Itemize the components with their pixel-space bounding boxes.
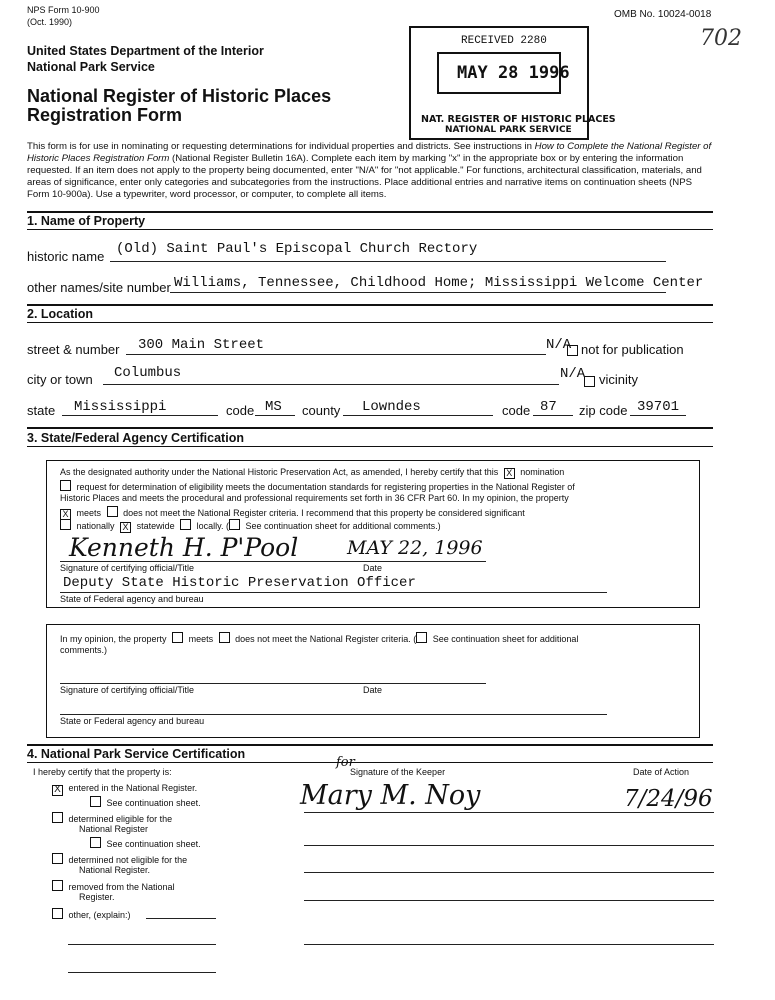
- department-name: United States Department of the Interior: [27, 44, 264, 58]
- section1-heading-rule: [27, 229, 713, 230]
- eligible-label-2: National Register: [79, 824, 149, 834]
- state-certification-box: [46, 460, 700, 608]
- not-eligible-checkbox[interactable]: [52, 853, 63, 864]
- historic-name-value[interactable]: (Old) Saint Paul's Episcopal Church Rectory: [116, 241, 478, 257]
- cert-line4-text: does not meet the National Register criteria. I recommend that this property be considered significant: [123, 508, 525, 518]
- county-code-label: code: [502, 403, 531, 418]
- stamp-date-box: [437, 52, 570, 94]
- statewide-checkbox[interactable]: X: [120, 522, 131, 533]
- section2-heading: 2. Location: [27, 307, 93, 321]
- cert-line1-text: As the designated authority under the National Historic Preservation Act, as amended, I hereby certify that this: [60, 467, 499, 477]
- keeper-line-2: [304, 845, 714, 846]
- cert-line4: [60, 506, 525, 520]
- keeper-label: Signature of the Keeper: [350, 767, 446, 777]
- vicinity-checkbox[interactable]: [584, 373, 598, 391]
- county-label: county: [302, 403, 341, 418]
- historic-name-label: historic name: [27, 249, 105, 264]
- other-names-label: other names/site number: [27, 280, 171, 295]
- entered-label: entered in the National Register.: [68, 783, 198, 793]
- eligible-label: determined eligible for the: [68, 814, 173, 824]
- not-for-publication-checkbox[interactable]: [567, 342, 581, 360]
- certification-date: MAY 22, 1996: [347, 537, 483, 559]
- vicinity-value: N/A: [560, 366, 586, 382]
- date-label: Date: [363, 563, 383, 573]
- received-stamp: [409, 26, 616, 140]
- not-eligible-label: determined not eligible for the: [68, 855, 188, 865]
- historic-name-line: [110, 261, 666, 262]
- nomination-checkbox[interactable]: X: [504, 468, 515, 479]
- not-for-publication-label: not for publication: [581, 342, 684, 357]
- agency-value[interactable]: Deputy State Historic Preservation Officer: [63, 575, 416, 591]
- signature-line: [60, 561, 486, 562]
- action-date: 7/24/96: [624, 786, 713, 812]
- other-explain-line: [146, 918, 216, 919]
- county-code-line: [533, 415, 573, 416]
- see-continuation-2-label: See continuation sheet.: [106, 839, 201, 849]
- section1-top-rule: [27, 211, 713, 213]
- state-code-line: [255, 415, 295, 416]
- locally-checkbox[interactable]: [180, 519, 191, 530]
- city-label: city or town: [27, 372, 93, 387]
- opinion-meets-checkbox[interactable]: [172, 632, 183, 643]
- stamp-line2: NATIONAL PARK SERVICE: [445, 125, 572, 135]
- zip-line: [630, 415, 686, 416]
- form-date: (Oct. 1990): [27, 17, 73, 27]
- see-continuation-1: [90, 796, 201, 808]
- other-names-line: [170, 292, 666, 293]
- certifying-signature: Kenneth H. P'Pool: [69, 533, 299, 562]
- removed-checkbox[interactable]: [52, 880, 63, 891]
- cert-line2: [60, 480, 575, 492]
- form-number: NPS Form 10-900: [27, 5, 100, 15]
- opinion-comments: comments.): [60, 645, 108, 655]
- stamp-date: MAY 28 1996: [457, 63, 570, 83]
- keeper-line-4: [304, 900, 714, 901]
- section3-top-rule: [27, 427, 713, 429]
- street-value[interactable]: 300 Main Street: [138, 337, 265, 353]
- instructions-italic: How to Complete the National Register of Historic Places Registration Form: [27, 141, 712, 164]
- section3-heading: 3. State/Federal Agency Certification: [27, 431, 244, 445]
- zip-label: zip code: [579, 403, 628, 418]
- nationally-checkbox[interactable]: [60, 519, 71, 530]
- city-value[interactable]: Columbus: [114, 365, 182, 381]
- section3-heading-rule: [27, 446, 713, 447]
- instructions-paragraph: [27, 141, 713, 201]
- opinion-continuation-text: See continuation sheet for additional: [432, 634, 579, 644]
- county-value[interactable]: Lowndes: [362, 399, 421, 415]
- keeper-line-5: [304, 944, 714, 945]
- removed-label-2: Register.: [79, 892, 115, 902]
- agency-label: State of Federal agency and bureau: [60, 594, 204, 604]
- cert-line1: [60, 467, 564, 479]
- continuation-checkbox[interactable]: [229, 519, 240, 530]
- opinion-criteria-text: does not meet the National Register criteria. (: [235, 634, 417, 644]
- vicinity-label: vicinity: [599, 372, 639, 387]
- signature-label: Signature of certifying official/Title: [60, 563, 195, 573]
- other-option: [52, 908, 131, 920]
- cert-line1-nomination: nomination: [520, 467, 565, 477]
- opinion-agency-label: State or Federal agency and bureau: [60, 716, 205, 726]
- removed-option: [52, 880, 175, 892]
- not-eligible-option: [52, 853, 187, 865]
- cert-line2-text: request for determination of eligibility meets the documentation standards for registering properties in the National Register of: [76, 482, 575, 492]
- state-label: state: [27, 403, 56, 418]
- not-eligible-label-2: National Register.: [79, 865, 151, 875]
- state-code-label: code: [226, 403, 255, 418]
- section4-heading-rule: [27, 762, 713, 763]
- eligible-checkbox[interactable]: [52, 812, 63, 823]
- request-checkbox[interactable]: [60, 480, 71, 491]
- nps-cert-intro: I hereby certify that the property is:: [33, 767, 172, 777]
- stamp-received: RECEIVED 2280: [461, 35, 547, 47]
- date-of-action-label: Date of Action: [633, 767, 690, 777]
- not-for-publication-value: N/A: [546, 337, 572, 353]
- opinion-date-label: Date: [363, 685, 383, 695]
- stamp-line1: NAT. REGISTER OF HISTORIC PLACES: [421, 114, 616, 125]
- meets-label: meets: [76, 508, 102, 518]
- does-not-meet-checkbox[interactable]: [107, 506, 118, 517]
- opinion-meets-label: meets: [188, 634, 214, 644]
- opinion-line1: [60, 632, 578, 644]
- other-names-value[interactable]: Williams, Tennessee, Childhood Home; Mississippi Welcome Center: [174, 275, 704, 291]
- meets-checkbox[interactable]: X: [60, 509, 71, 520]
- statewide-label: statewide: [136, 521, 175, 531]
- form-title-line2: Registration Form: [27, 105, 183, 125]
- state-line: [62, 415, 218, 416]
- county-code-value[interactable]: 87: [540, 399, 557, 415]
- keeper-signature: Mary M. Noy: [300, 780, 481, 811]
- see-continuation-2: [90, 837, 201, 849]
- other-checkbox[interactable]: [52, 908, 63, 919]
- street-line: [126, 354, 546, 355]
- locally-label: locally. (: [196, 521, 229, 531]
- opinion-signature-label: Signature of certifying official/Title: [60, 685, 195, 695]
- see-continuation-1-label: See continuation sheet.: [106, 798, 201, 808]
- opinion-does-not-meet-checkbox[interactable]: [219, 632, 230, 643]
- city-line: [103, 384, 559, 385]
- see-continuation-1-checkbox[interactable]: [90, 796, 101, 807]
- removed-label: removed from the National: [68, 882, 175, 892]
- for-mark: for: [336, 755, 355, 770]
- other-extra-line-1: [68, 944, 216, 945]
- cert-line5-text: See continuation sheet for additional comments.): [245, 521, 441, 531]
- cert-line5: [60, 519, 441, 533]
- section4-heading: 4. National Park Service Certification: [27, 747, 246, 761]
- section4-top-rule: [27, 744, 713, 746]
- instructions-text-2: (National Register Bulletin 16A). Complete each item by marking "x" in the appropriate box or by entering the information requested. If an item does not apply to the property being documented, enter "N/A" for "not applicable." For functions, architectural classification, materials, and areas of significance, enter only categories and subcategories from the instructions. Place additional entries and narrative items on continuation sheets (NPS Form 10-900a). Use a typewriter, word processor, or computer, to complete all items.: [27, 153, 702, 200]
- form-title-line1: National Register of Historic Places: [27, 86, 332, 106]
- other-label: other, (explain:): [68, 910, 131, 920]
- county-line: [343, 415, 493, 416]
- opinion-box: [46, 624, 700, 738]
- state-code-value[interactable]: MS: [265, 399, 282, 415]
- section2-top-rule: [27, 304, 713, 306]
- handwritten-reference: 702: [700, 26, 742, 51]
- state-value[interactable]: Mississippi: [74, 399, 167, 415]
- instructions-text-1: This form is for use in nominating or requesting determinations for individual properties and districts. See instructions in: [27, 141, 532, 152]
- service-name: National Park Service: [27, 60, 155, 74]
- keeper-line-3: [304, 872, 714, 873]
- section2-heading-rule: [27, 322, 713, 323]
- see-continuation-2-checkbox[interactable]: [90, 837, 101, 848]
- opinion-agency-line: [60, 714, 607, 715]
- nationally-label: nationally: [76, 521, 115, 531]
- opinion-signature-line: [60, 683, 486, 684]
- keeper-line-1: [304, 812, 714, 813]
- opinion-text: In my opinion, the property: [60, 634, 167, 644]
- agency-line: [60, 592, 607, 593]
- entered-option: [52, 783, 197, 796]
- cert-line3: Historic Places and meets the procedural and professional requirements set forth in 36 CFR Part 60. In my opinion, the property: [60, 493, 569, 503]
- opinion-continuation-checkbox[interactable]: [416, 632, 427, 643]
- section1-heading: 1. Name of Property: [27, 214, 146, 228]
- entered-checkbox[interactable]: X: [52, 785, 63, 796]
- eligible-option: [52, 812, 172, 824]
- omb-number: OMB No. 10024-0018: [614, 9, 712, 20]
- other-extra-line-2: [68, 972, 216, 973]
- street-label: street & number: [27, 342, 120, 357]
- zip-value[interactable]: 39701: [637, 399, 680, 415]
